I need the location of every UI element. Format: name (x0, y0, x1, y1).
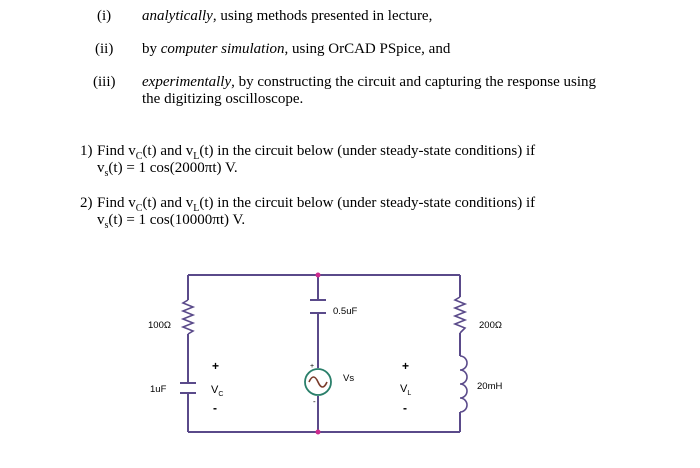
vl-minus: - (403, 401, 407, 415)
vl-plus: + (402, 359, 410, 373)
p1-sub-c: C (135, 151, 143, 162)
p1-l2-sub: s (104, 168, 109, 179)
method-iii-rest: , by constructing the circuit and capturing the response using (231, 74, 597, 90)
capacitor-0.5uf-icon (310, 300, 326, 313)
p1-text-b: (t) and v (142, 143, 194, 159)
capacitor-1uf-icon (180, 383, 196, 393)
vs-label: Vs (343, 373, 355, 384)
vc-label: $V_C$ (211, 384, 224, 398)
p1-text-c: (t) in the circuit below (under steady-state conditions) if (199, 143, 536, 159)
c1-label: 1uF (150, 384, 167, 395)
p1-text-a: Find v (97, 143, 136, 159)
p2-text-b: (t) and v (142, 195, 194, 211)
p2-l2-b: (t) = 1 cos(10000πt) V. (108, 212, 246, 228)
vc-minus: - (213, 401, 217, 415)
c2-label: 0.5uF (333, 306, 358, 317)
p1-l2-b: (t) = 1 cos(2000πt) V. (108, 160, 238, 176)
ac-source-icon (305, 369, 331, 395)
p2-l2-sub: s (104, 220, 109, 231)
r1-label: 100Ω (148, 320, 171, 331)
method-ii-rest: , using OrCAD PSpice, and (284, 41, 451, 57)
vs-minus: - (313, 397, 316, 406)
resistor-200-icon (455, 297, 465, 333)
problem-2-number: 2) (80, 195, 93, 211)
l1-label: 20mH (477, 381, 503, 392)
vl-label: $V_L$ (400, 383, 412, 397)
p1-l2-a: v (97, 160, 105, 176)
p1-sub-l: L (193, 151, 200, 162)
method-ii-number: (ii) (95, 41, 114, 57)
p2-text-c: (t) in the circuit below (under steady-state conditions) if (199, 195, 536, 211)
vs-plus: + (310, 363, 315, 370)
inductor-20mh-icon (460, 356, 467, 412)
method-i-number: (i) (97, 8, 112, 24)
method-iii-lead: experimentally (142, 74, 232, 90)
p2-l2-a: v (97, 212, 105, 228)
method-i-rest: , using methods presented in lecture, (212, 8, 433, 24)
p2-sub-l: L (193, 203, 200, 214)
node-bottom (316, 430, 321, 435)
problem-1-number: 1) (80, 143, 93, 159)
method-i-lead: analytically (142, 8, 213, 24)
node-top (316, 273, 321, 278)
resistor-100-icon (183, 300, 193, 334)
method-ii-pre: by (142, 41, 161, 57)
method-iii-number: (iii) (93, 74, 116, 90)
method-ii-lead: computer simulation (160, 41, 285, 57)
vc-plus: + (212, 359, 220, 373)
p2-text-a: Find v (97, 195, 136, 211)
p2-sub-c: C (135, 203, 143, 214)
r2-label: 200Ω (479, 320, 502, 331)
method-iii-line2: the digitizing oscilloscope. (142, 91, 304, 107)
circuit-wires (188, 275, 460, 432)
